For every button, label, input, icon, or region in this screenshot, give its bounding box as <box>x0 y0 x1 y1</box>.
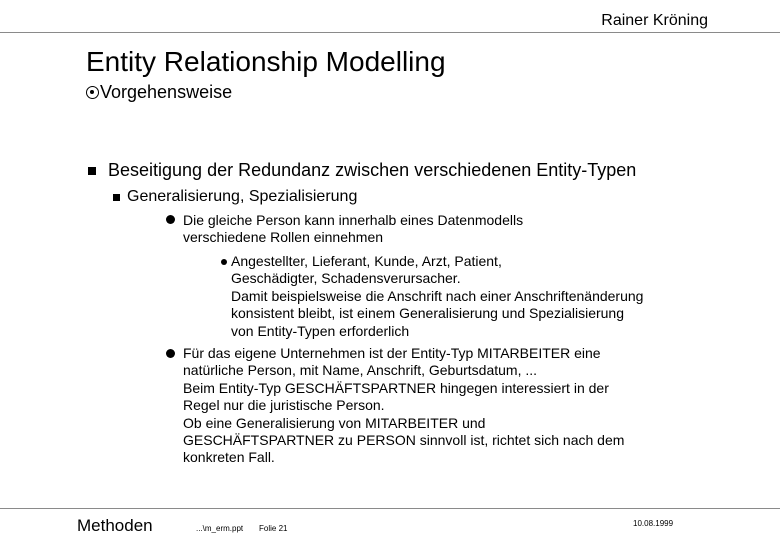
bullet-level-4: Angestellter, Lieferant, Kunde, Arzt, Patient, Geschädigter, Schadensverursacher. Damit beispielsweise die Anschrift nach einer Anschriftenänderung konsistent bleibt, ist einem Generalisierung und Spezialisierung von Entity-Typen erforderlich <box>231 253 644 339</box>
bullet-level-1: Beseitigung der Redundanz zwischen verschiedenen Entity-Typen <box>108 160 637 180</box>
slide-title: Entity Relationship Modelling <box>86 46 446 77</box>
author-name: Rainer Kröning <box>601 12 708 29</box>
round-bullet-icon <box>166 215 175 224</box>
footer-slide-number: Folie 21 <box>259 524 288 533</box>
circle-bullet-icon <box>86 86 99 99</box>
subtitle-text: Vorgehensweise <box>100 82 233 102</box>
bullet-level-2: Generalisierung, Spezialisierung <box>127 188 358 205</box>
footer-filename: ...\m_erm.ppt <box>196 524 244 533</box>
round-bullet-icon <box>166 349 175 358</box>
bullet-level-3: Für das eigene Unternehmen ist der Entity-Typ MITARBEITER eine natürliche Person, mit Name, Anschrift, Geburtsdatum, ... Beim Entity-Typ GESCHÄFTSPARTNER hingegen interessiert in der Regel nur die juristische Person. Ob eine Generalisierung von MITARBEITER und GESCHÄFTSPARTNER zu PERSON sinnvoll ist, richtet sich nach dem konkreten Fall. <box>183 345 625 466</box>
footer-section: Methoden <box>77 516 153 535</box>
slide-subtitle <box>86 82 232 103</box>
bullet-level-3: Die gleiche Person kann innerhalb eines Datenmodells verschiedene Rollen einnehmen <box>183 212 524 246</box>
square-bullet-icon <box>88 167 96 175</box>
footer-date: 10.08.1999 <box>633 519 674 528</box>
round-bullet-icon <box>221 259 227 265</box>
footer-divider <box>0 508 780 509</box>
header-divider <box>0 32 780 33</box>
square-bullet-icon <box>113 194 120 201</box>
